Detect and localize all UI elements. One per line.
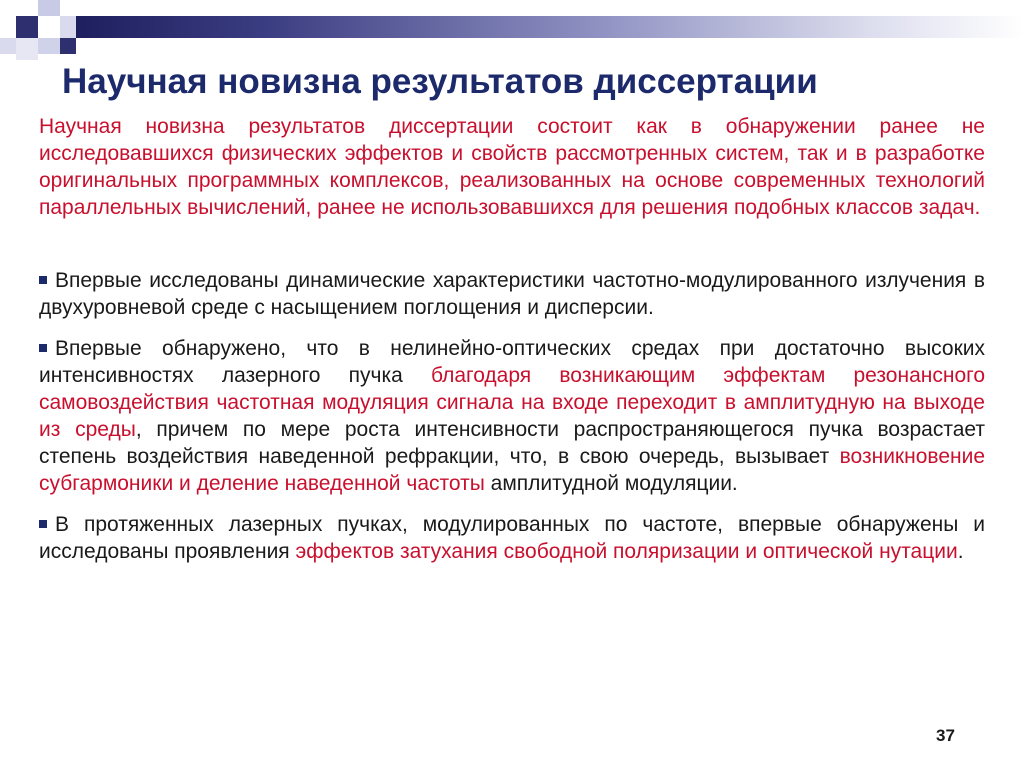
bullet-item-2 (39, 335, 985, 497)
bullet-item-3 (39, 511, 985, 565)
bullet-highlight: благодаря возникающим эффектам резонансного самовоздействия частотная модуляция сигнала на входе переходит в амплитудную на выходе из среды (39, 364, 985, 441)
decor-square-dark (16, 16, 38, 38)
bullet-text: . (957, 540, 964, 563)
square-bullet-icon (39, 520, 47, 528)
bullet-text: В протяженных лазерных пучках, модулированных по частоте, впервые обнаружены и исследованы проявления (39, 513, 985, 563)
square-bullet-icon (39, 344, 47, 352)
decor-square-light (16, 38, 38, 60)
bullet-text: Впервые обнаружено, что в нелинейно-оптических средах при достаточно высоких интенсивностях лазерного пучка (39, 337, 985, 387)
bullet-text: амплитудной модуляции. (484, 472, 738, 495)
decor-square-light (38, 0, 60, 16)
decor-square-light (0, 38, 16, 54)
bullet-item-1 (39, 267, 985, 321)
decor-square-light (38, 38, 60, 54)
intro-paragraph: Научная новизна результатов диссертации состоит как в обнаружении ранее не исследовавшихся физических эффектов и свойств рассмотренных систем, так и в разработке оригинальных программных комплексов, реализованных на основе современных технологий параллельных вычислений, ранее не использовавшихся для решения подобных классов задач. (39, 115, 985, 219)
bullet-text: , причем по мере роста интенсивности распространяющегося пучка возрастает степень воздействия наведенной рефракции, что, в свою очередь, вызывает (39, 418, 985, 468)
bullet-text: Впервые исследованы динамические характеристики частотно-модулированного излучения в двухуровневой среде с насыщением поглощения и дисперсии. (39, 269, 985, 319)
square-bullet-icon (39, 276, 47, 284)
slide-content (39, 113, 985, 579)
decor-square-light (60, 16, 76, 38)
bullet-highlight: возникновение субгармоники и деление наведенной частоты (39, 445, 985, 495)
decor-square-dark (60, 38, 76, 54)
page-number: 37 (936, 726, 955, 745)
header-gradient-bar (76, 16, 1024, 38)
bullet-highlight: эффектов затухания свободной поляризации и оптической нутации (295, 540, 958, 563)
slide-title: Научная новизна результатов диссертации (62, 62, 818, 101)
